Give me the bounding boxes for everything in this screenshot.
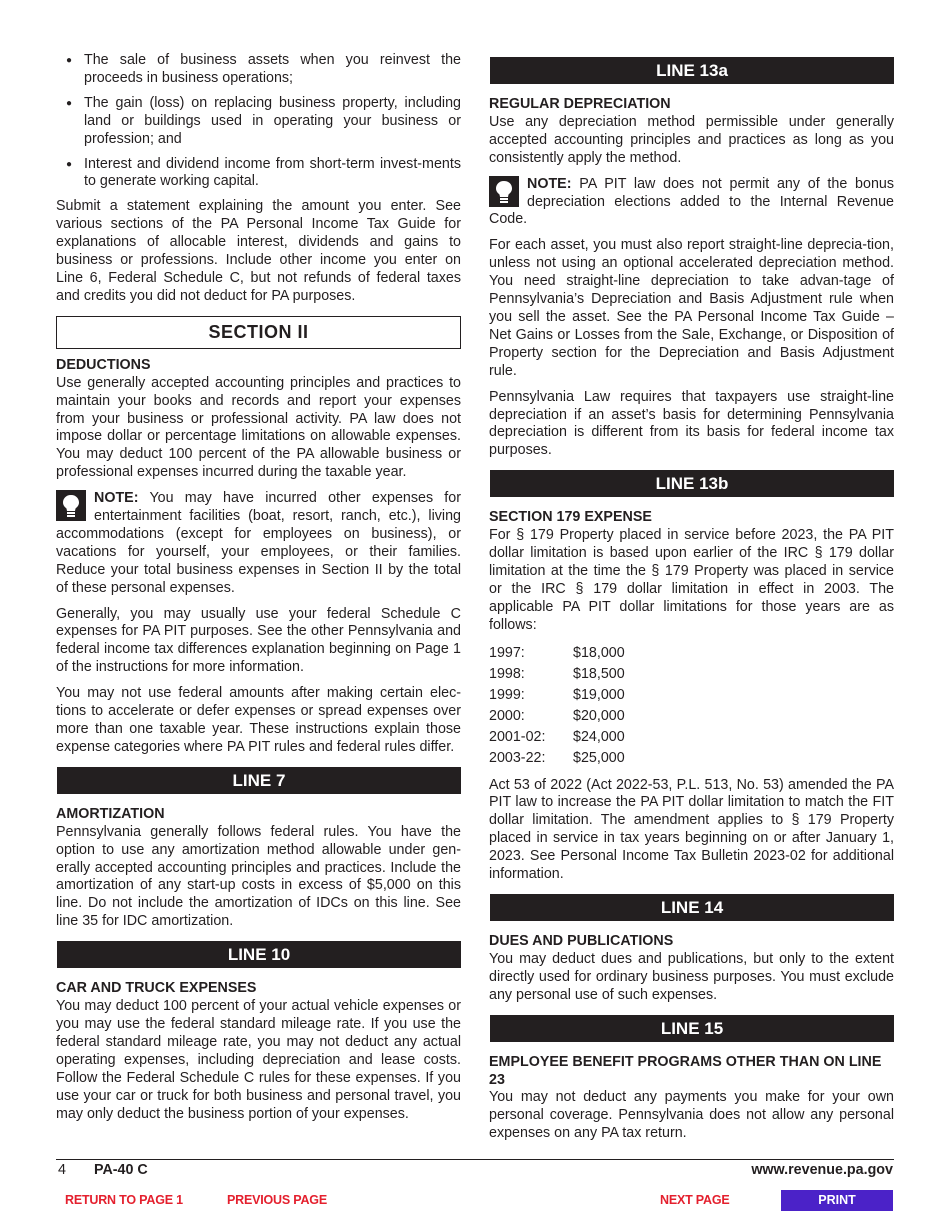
table-row	[489, 727, 625, 748]
line-13a-bar: LINE 13a	[490, 57, 894, 84]
list-item: ● The gain (loss) on replacing business property, including land or buildings used in operating your business or profession; and	[56, 95, 461, 149]
depreciation-paragraph: Use any depreciation method permissible under generally accepted accounting principles and practices as long as you consistently apply the method.	[489, 113, 894, 166]
line-15-bar: LINE 15	[490, 1015, 894, 1042]
table-row	[489, 643, 625, 664]
table-row	[489, 685, 625, 706]
car-truck-heading: CAR AND TRUCK EXPENSES	[56, 980, 257, 997]
limit-amount: $18,500	[573, 665, 625, 682]
next-page-link[interactable]: NEXT PAGE	[660, 1193, 730, 1207]
car-truck-paragraph: You may deduct 100 percent of your actual vehicle expenses or you may use the federal standard mileage rate. If you use the federal standard mileage rate, you may not deduct any actual operating expenses, including depreciation and lease costs. Follow the Federal Schedule C rules for these expenses. If you use your car or truck for both business and personal travel, you may only deduct the business portion of your expenses.	[56, 998, 461, 1122]
previous-page-link[interactable]: PREVIOUS PAGE	[227, 1193, 327, 1207]
limit-year: 2001-02:	[489, 728, 546, 745]
dues-paragraph: You may deduct dues and publications, but only to the extent directly used for ordinary business purposes. You must exclude any personal use of such expenses.	[489, 950, 894, 1003]
note-label: NOTE:	[527, 175, 572, 192]
amortization-paragraph: Pennsylvania generally follows federal rules. You have the option to use any amortization method allowable under gen-erally accepted accounting principles and practices. Include the amortization of any start-up costs in excess of $5,000 on this line. Do not include the amortization of IDCs on this line. See line 35 for IDC amortization.	[56, 823, 461, 930]
schedule-c-paragraph: Generally, you may usually use your federal Schedule C expenses for PA PIT purposes. See the other Pennsylvania and federal income tax differences explanation beginning on Page 1 of the instructions for more information.	[56, 605, 461, 676]
section-179-paragraph: For § 179 Property placed in service before 2023, the PA PIT dollar limitation is based upon earlier of the IRC § 179 dollar limitation at the time the § 179 Property was placed in service or the IRC § 179 dollar limitation in effect in 2003. The applicable PA PIT dollar limitations for those years are as follows:	[489, 527, 894, 633]
list-item: ● The sale of business assets when you reinvest the proceeds in business operations;	[56, 52, 461, 88]
section-ii-heading: SECTION II	[56, 316, 461, 349]
act-53-paragraph: Act 53 of 2022 (Act 2022-53, P.L. 513, No. 53) amended the PA PIT law to increase the PA PIT dollar limitation to match the FIT dollar limitation. The amendment applies to § 179 Property placed in service in tax years beginning on or after January 1, 2023. See Personal Income Tax Bulletin 2023-02 for additional information.	[489, 776, 894, 883]
limit-year: 2003-22:	[489, 749, 546, 766]
table-row	[489, 706, 625, 727]
print-button[interactable]: PRINT	[781, 1190, 893, 1211]
line-7-bar: LINE 7	[57, 767, 461, 794]
return-to-page-1-link[interactable]: RETURN TO PAGE 1	[65, 1193, 183, 1207]
employee-benefit-heading: EMPLOYEE BENEFIT PROGRAMS OTHER THAN ON LINE 23	[489, 1053, 882, 1088]
note-text: You may have incurred other expenses for entertainment facilities (boat, resort, ranch, etc.), living accommodations (except for employees on business), or vacations for yourself, your employees, or their families. Reduce your total business expenses in Section II by the total of these personal expenses.	[56, 490, 461, 596]
dollar-limitation-table	[489, 643, 625, 769]
note-label: NOTE:	[94, 490, 139, 507]
dues-publications-heading: DUES AND PUBLICATIONS	[489, 933, 674, 949]
page-number: 4	[58, 1162, 66, 1178]
footer-divider	[56, 1159, 894, 1160]
limit-year: 1998:	[489, 665, 525, 682]
form-name: PA-40 C	[94, 1162, 148, 1178]
limit-year: 1999:	[489, 686, 525, 703]
limit-amount: $25,000	[573, 749, 625, 766]
line-10-bar: LINE 10	[57, 941, 461, 968]
right-column	[489, 57, 894, 1151]
limit-amount: $20,000	[573, 707, 625, 724]
pennsylvania-law-paragraph: Pennsylvania Law requires that taxpayers use straight-line depreciation if an asset’s basis for determining Pennsylvania depreciation is different from its basis for federal income tax purposes.	[489, 388, 894, 459]
list-item: ● Interest and dividend income from short-term invest-ments to generate working capital.	[56, 156, 461, 192]
deductions-heading: DEDUCTIONS	[56, 356, 151, 373]
table-row	[489, 664, 625, 685]
employee-benefit-paragraph: You may not deduct any payments you make for your own personal coverage. Pennsylvania does not allow any personal expenses on any PA tax return.	[489, 1089, 894, 1142]
depreciation-note	[489, 176, 894, 230]
regular-depreciation-heading: REGULAR DEPRECIATION	[489, 96, 671, 112]
limit-amount: $19,000	[573, 686, 625, 703]
limit-year: 2000:	[489, 707, 525, 724]
limit-year: 1997:	[489, 644, 525, 661]
lightbulb-icon	[489, 176, 519, 207]
table-row	[489, 748, 625, 769]
federal-amounts-paragraph: You may not use federal amounts after making certain elec-tions to accelerate or defer expenses or spread expenses over more than one taxable year. These instructions explain those expense categories where PA PIT rules and federal rules differ.	[56, 685, 461, 755]
statement-paragraph: Submit a statement explaining the amount you enter. See various sections of the PA Personal Income Tax Guide for explanations of allocable interest, dividends and gains to business or professions. Include other income you enter on Line 6, Federal Schedule C, but not refunds of federal taxes and credits you did not deduct for PA purposes.	[56, 198, 461, 304]
deductions-note	[56, 490, 461, 597]
section-179-heading: SECTION 179 EXPENSE	[489, 509, 652, 526]
line-14-bar: LINE 14	[490, 894, 894, 921]
amortization-heading: AMORTIZATION	[56, 805, 165, 822]
income-bullet-list	[56, 52, 461, 191]
note-text: PA PIT law does not permit any of the bonus depreciation elections added to the Internal Revenue Code.	[489, 175, 894, 228]
left-column	[56, 48, 461, 1131]
limit-amount: $18,000	[573, 644, 625, 661]
website-url: www.revenue.pa.gov	[751, 1162, 893, 1178]
deductions-paragraph: Use generally accepted accounting principles and practices to maintain your books and records and report your expenses from your business or professional activity. PA law does not impose dollar or percentage limitations on allowable expenses. You may deduct 100 percent of the PA allowable business or professional expenses incurred during the taxable year.	[56, 374, 461, 481]
straight-line-paragraph: For each asset, you must also report straight-line deprecia-tion, unless not using an optional accelerated depreciation method. You need straight-line depreciation to take advan-tage of Pennsylvania’s Depreciation and Basis Adjustment rule when you sell the asset. See the PA Personal Income Tax Guide – Net Gains or Losses from the Sale, Exchange, or Disposition of Property section for the Depreciation and Basis Adjustment rule.	[489, 237, 894, 379]
line-13b-bar: LINE 13b	[490, 470, 894, 497]
lightbulb-icon	[56, 490, 86, 521]
limit-amount: $24,000	[573, 728, 625, 745]
